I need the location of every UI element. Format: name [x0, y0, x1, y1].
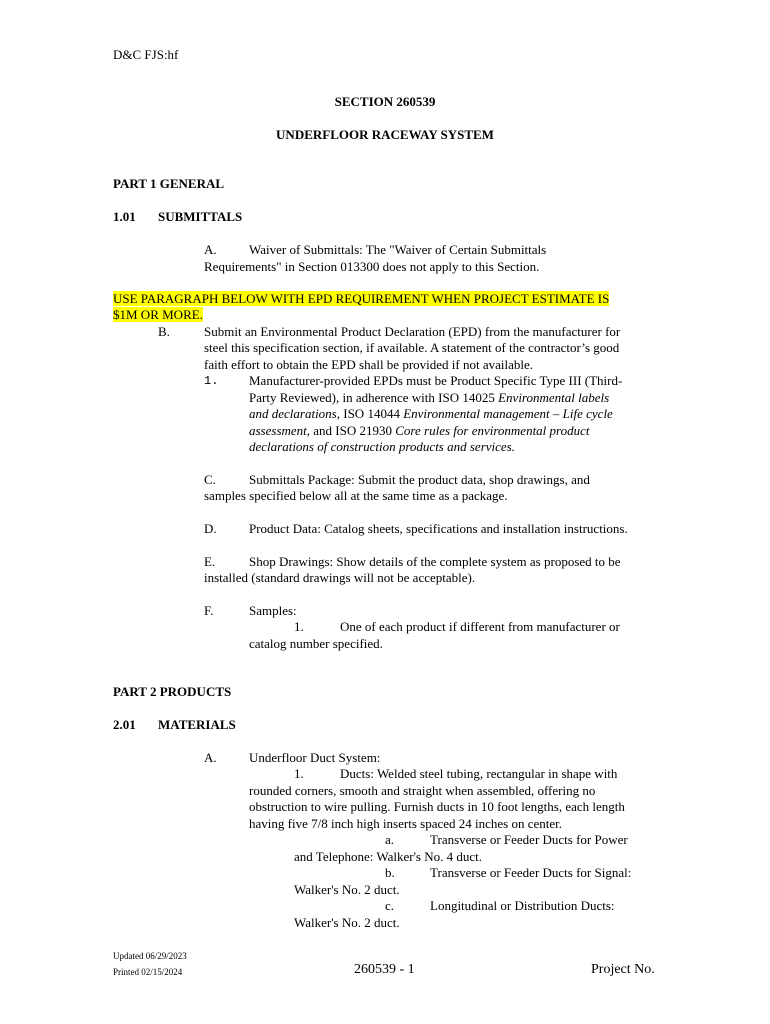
- materials-item-c-label: c.: [385, 898, 395, 913]
- materials-item-a-label: a.: [385, 832, 395, 847]
- paragraph-a-line2: Requirements" in Section 013300 does not apply to this Section.: [204, 259, 540, 274]
- paragraph-c-line2: samples specified below all at the same time as a package.: [204, 488, 508, 503]
- materials-item-b-line1: Transverse or Feeder Ducts for Signal:: [430, 865, 632, 880]
- paragraph-b-label: B.: [158, 324, 170, 339]
- part2-heading: PART 2 PRODUCTS: [113, 684, 232, 699]
- materials-item-a-line2: and Telephone: Walker's No. 4 duct.: [294, 849, 482, 864]
- paragraph-e-line1: Shop Drawings: Show details of the complete system as proposed to be: [249, 554, 621, 569]
- document-initials: D&C FJS:hf: [113, 47, 179, 62]
- section-number: SECTION 260539: [334, 94, 436, 109]
- article-2-01-number: 2.01: [113, 717, 136, 732]
- paragraph-e-line2: installed (standard drawings will not be acceptable).: [204, 570, 476, 585]
- paragraph-b-item1-line3: and declarations, ISO 14044 Environmental management – Life cycle: [249, 406, 613, 421]
- epd-note-line1: USE PARAGRAPH BELOW WITH EPD REQUIREMENT WHEN PROJECT ESTIMATE IS: [113, 291, 610, 306]
- article-1-01-number: 1.01: [113, 209, 136, 224]
- paragraph-b-line3: faith effort to obtain the EPD shall be provided if not available.: [204, 357, 534, 372]
- part1-heading: PART 1 GENERAL: [113, 176, 225, 191]
- materials-a-item1-line4: having five 7/8 inch high inserts spaced 24 inches on center.: [249, 816, 563, 831]
- paragraph-b-item1-line4: assessment, and ISO 21930 Core rules for environmental product: [249, 423, 590, 438]
- footer-page-number: 260539 - 1: [354, 962, 415, 977]
- paragraph-b-line2: steel this specification section, if available. A statement of the contractor’s good: [204, 340, 620, 355]
- materials-item-c-line2: Walker's No. 2 duct.: [294, 915, 400, 930]
- footer-printed-date: Printed 02/15/2024: [113, 967, 183, 977]
- materials-a-item1-line1: Ducts: Welded steel tubing, rectangular in shape with: [340, 766, 618, 781]
- article-1-01-title: SUBMITTALS: [158, 209, 243, 224]
- materials-item-a-line1: Transverse or Feeder Ducts for Power: [430, 832, 628, 847]
- paragraph-e-label: E.: [204, 554, 216, 569]
- footer-updated-date: Updated 06/29/2023: [113, 951, 187, 961]
- paragraph-b-item1-label: 1.: [204, 374, 219, 388]
- paragraph-f-item1-line2: catalog number specified.: [249, 636, 383, 651]
- paragraph-f-item1-line1: One of each product if different from manufacturer or: [340, 619, 620, 634]
- materials-a-item1-label: 1.: [294, 766, 304, 781]
- paragraph-d-line1: Product Data: Catalog sheets, specifications and installation instructions.: [249, 521, 628, 536]
- paragraph-a-line1: Waiver of Submittals: The "Waiver of Certain Submittals: [249, 242, 547, 257]
- paragraph-b-line1: Submit an Environmental Product Declaration (EPD) from the manufacturer for: [204, 324, 621, 339]
- article-2-01-title: MATERIALS: [158, 717, 236, 732]
- paragraph-d-label: D.: [204, 521, 217, 536]
- materials-a-label: A.: [204, 750, 217, 765]
- footer-project-number: Project No.: [591, 962, 655, 977]
- epd-note-line2: $1M OR MORE.: [113, 307, 203, 322]
- materials-item-b-line2: Walker's No. 2 duct.: [294, 882, 400, 897]
- paragraph-f-label: F.: [204, 603, 214, 618]
- materials-a-item1-line3: obstruction to wire pulling. Furnish ducts in 10 foot lengths, each length: [249, 799, 625, 814]
- materials-item-c-line1: Longitudinal or Distribution Ducts:: [430, 898, 615, 913]
- paragraph-b-item1-line2: Party Reviewed), in adherence with ISO 14025 Environmental labels: [249, 390, 610, 405]
- materials-a-line1: Underfloor Duct System:: [249, 750, 381, 765]
- paragraph-f-line1: Samples:: [249, 603, 297, 618]
- section-title: UNDERFLOOR RACEWAY SYSTEM: [276, 127, 494, 142]
- paragraph-c-label: C.: [204, 472, 216, 487]
- materials-a-item1-line2: rounded corners, smooth and straight when assembled, offering no: [249, 783, 596, 798]
- materials-item-b-label: b.: [385, 865, 395, 880]
- paragraph-f-item1-label: 1.: [294, 619, 304, 634]
- paragraph-b-item1-line5: declarations of construction products and services.: [249, 439, 515, 454]
- paragraph-a-label: A.: [204, 242, 217, 257]
- paragraph-c-line1: Submittals Package: Submit the product data, shop drawings, and: [249, 472, 590, 487]
- paragraph-b-item1-line1: Manufacturer-provided EPDs must be Product Specific Type III (Third-: [249, 373, 623, 388]
